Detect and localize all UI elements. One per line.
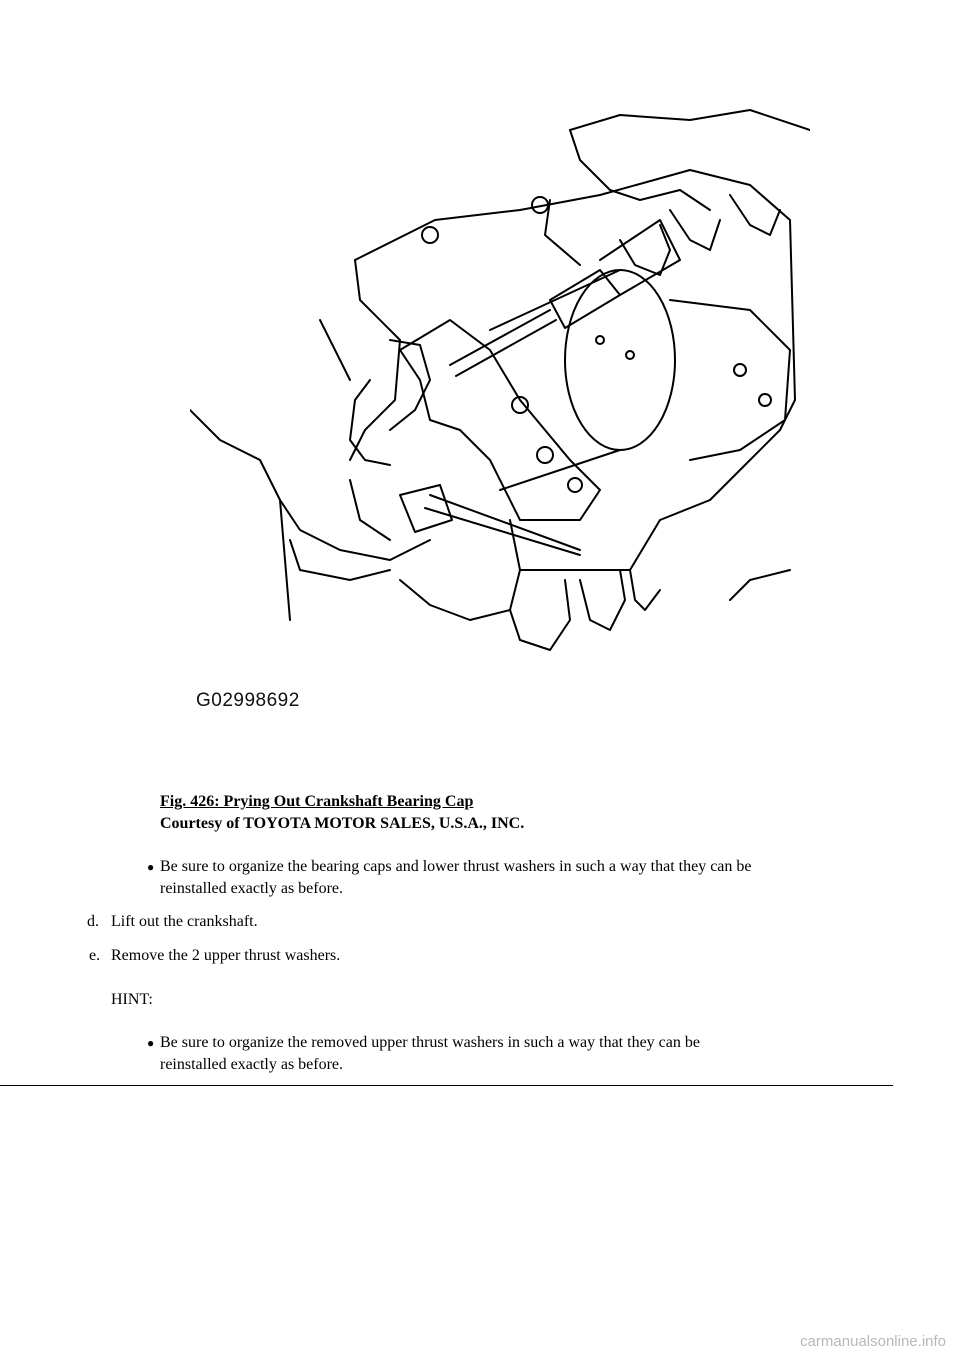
note-line: Be sure to organize the bearing caps and lower thrust washers in such a way that they can be bbox=[160, 858, 752, 875]
figure-caption bbox=[160, 791, 524, 835]
section-divider bbox=[0, 1085, 893, 1086]
figure-image-id: G02998692 bbox=[196, 690, 300, 711]
step-text: Remove the 2 upper thrust washers. bbox=[111, 947, 341, 964]
step-e bbox=[89, 945, 340, 967]
figure-title: Fig. 426: Prying Out Crankshaft Bearing Cap bbox=[160, 793, 474, 810]
note-line: reinstalled exactly as before. bbox=[160, 1056, 344, 1073]
figure-courtesy: Courtesy of TOYOTA MOTOR SALES, U.S.A., INC. bbox=[160, 815, 525, 832]
step-text: Lift out the crankshaft. bbox=[111, 913, 258, 930]
watermark: carmanualsonline.info bbox=[800, 1333, 946, 1350]
bullet-icon: ● bbox=[147, 1036, 155, 1050]
step-marker: d. bbox=[87, 913, 99, 930]
figure-illustration bbox=[190, 100, 810, 720]
bullet-icon: ● bbox=[147, 860, 155, 874]
note-bullet bbox=[147, 856, 752, 900]
note-line: reinstalled exactly as before. bbox=[160, 880, 344, 897]
step-marker: e. bbox=[89, 947, 101, 964]
hint-label: HINT: bbox=[111, 991, 153, 1008]
step-d bbox=[87, 911, 258, 933]
note-line: Be sure to organize the removed upper thrust washers in such a way that they can be bbox=[160, 1034, 700, 1051]
hint-bullet bbox=[147, 1032, 700, 1076]
